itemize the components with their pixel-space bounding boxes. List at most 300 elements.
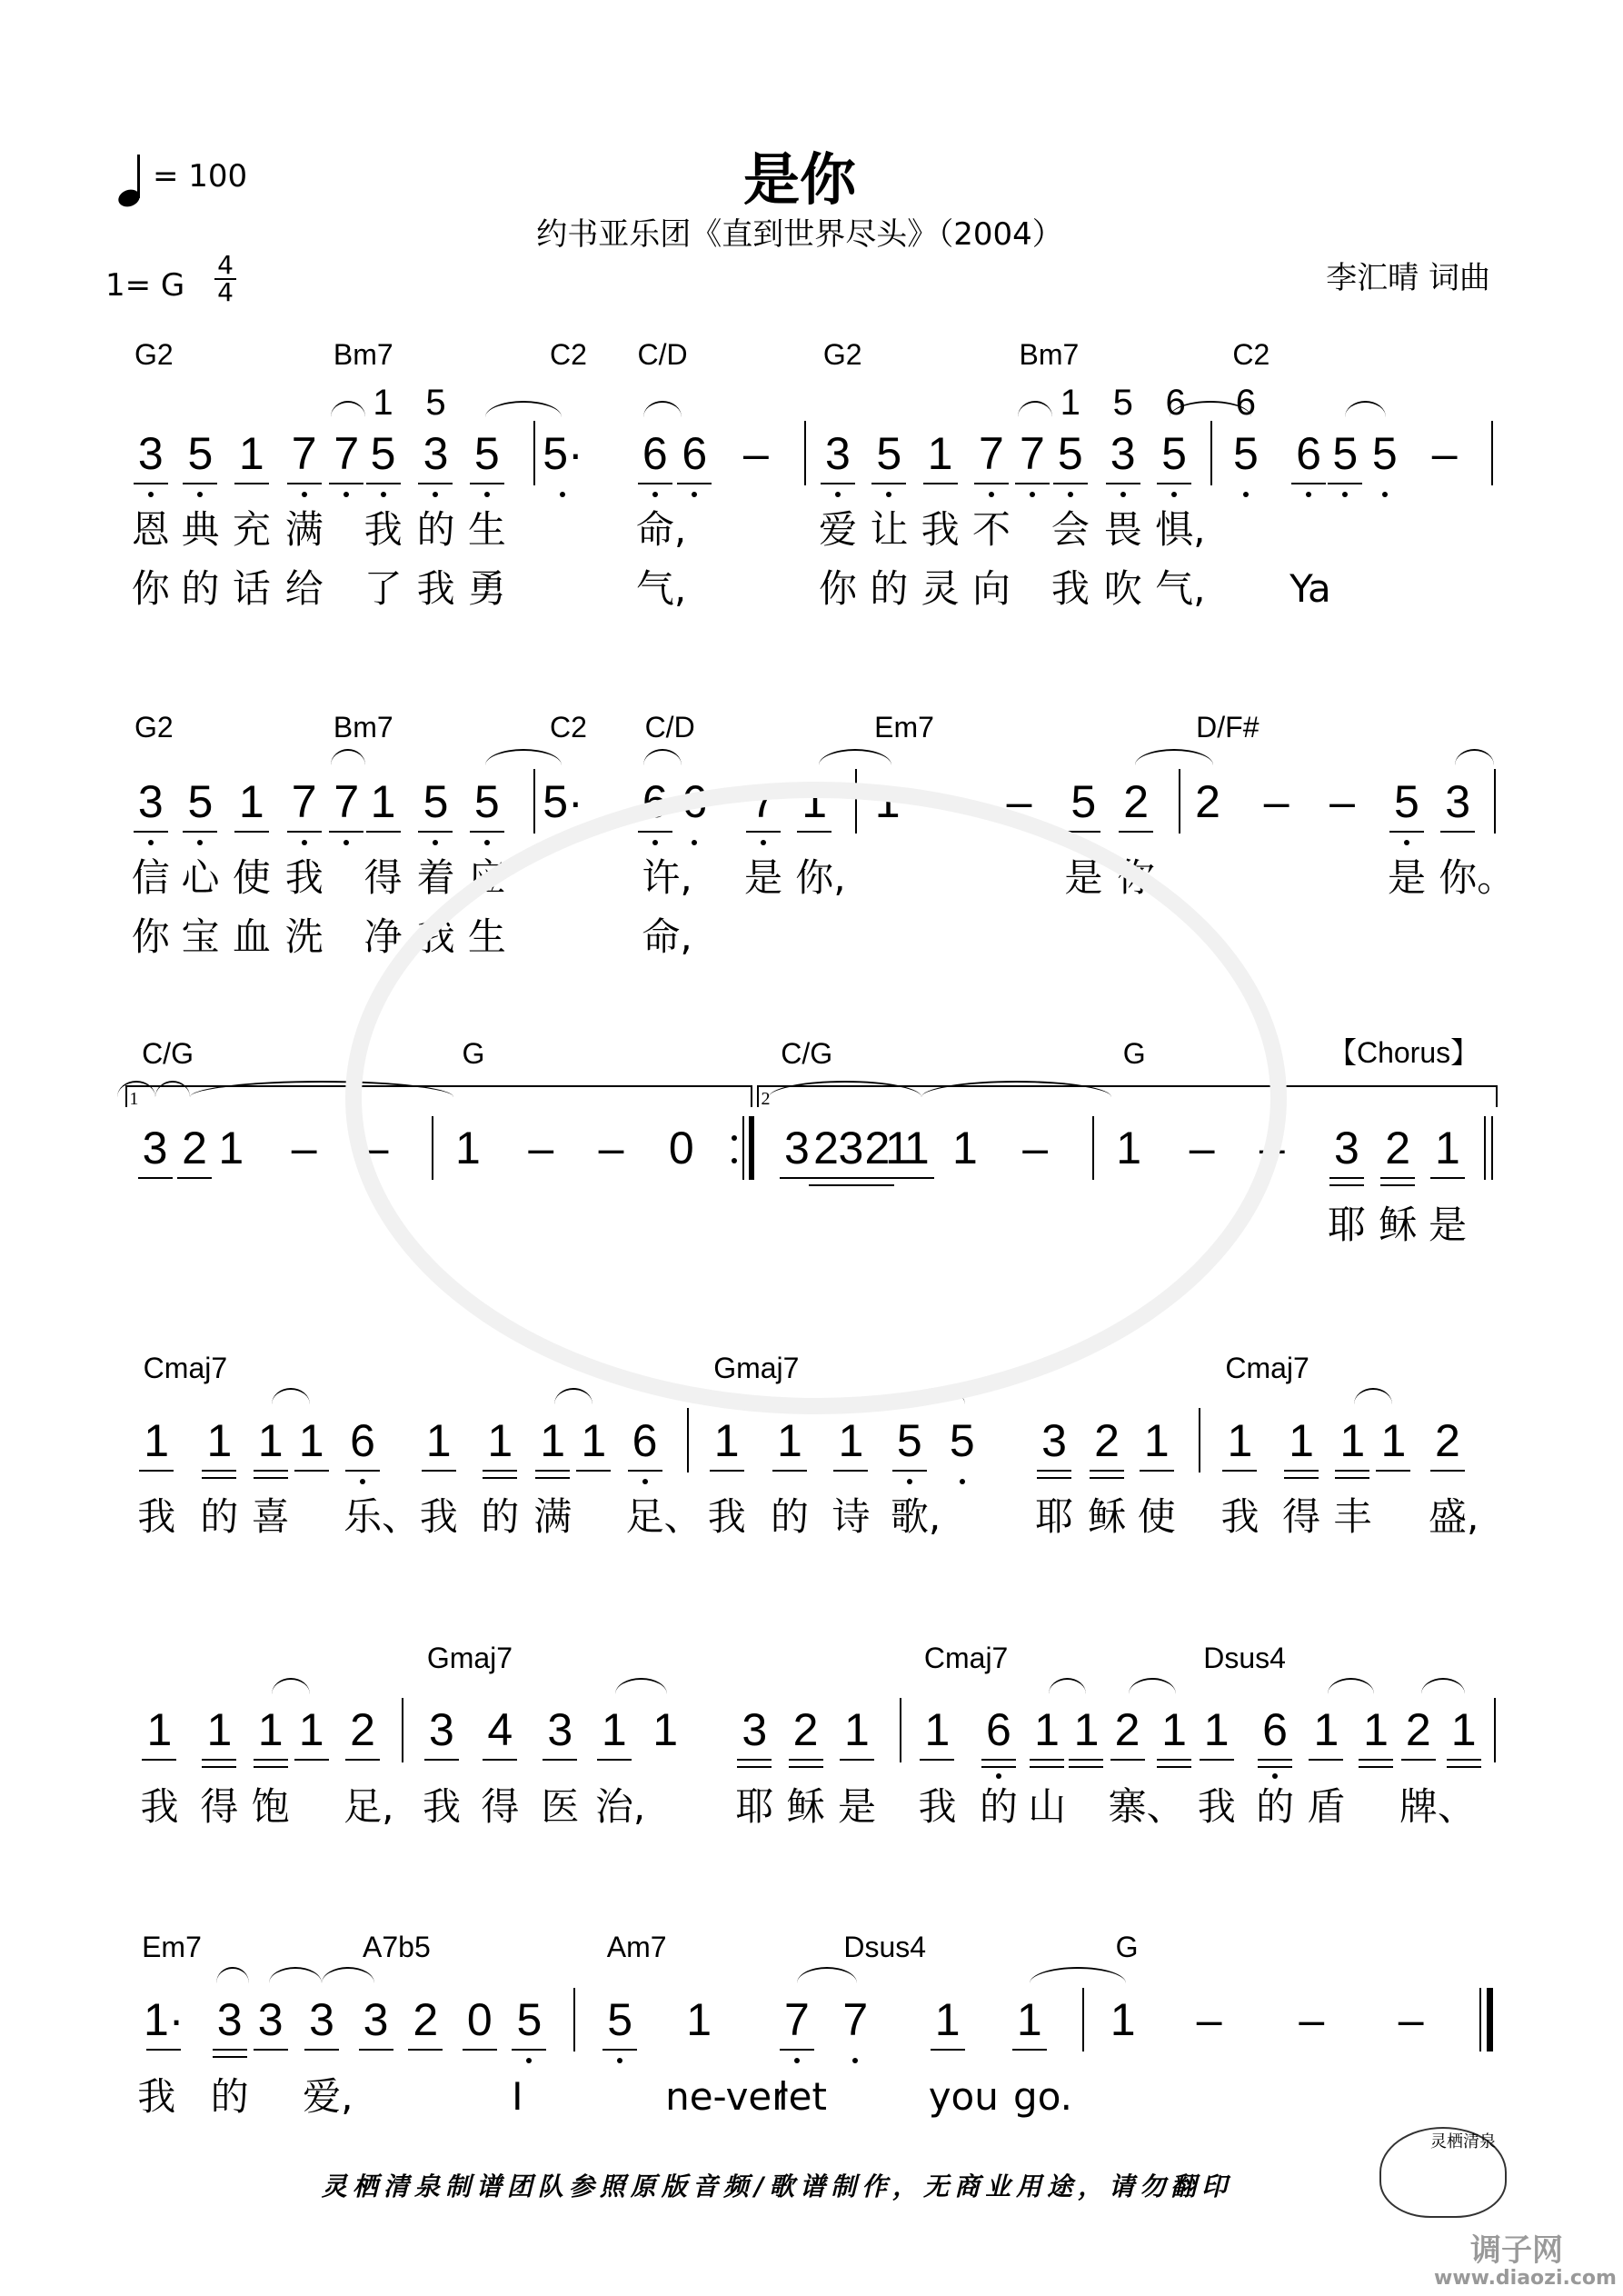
note-digit: – — [363, 1123, 389, 1174]
bar-line — [1199, 1408, 1200, 1472]
eighth-underline — [628, 1470, 662, 1472]
eighth-underline — [146, 2049, 181, 2051]
low-octave-dot — [1120, 492, 1126, 497]
lyric-syllable: 我 — [137, 2073, 176, 2119]
eighth-underline — [1015, 483, 1050, 484]
eighth-underline — [677, 483, 712, 484]
low-octave-dot — [794, 2058, 800, 2063]
note-digit: 5 — [473, 427, 500, 479]
eighth-underline — [710, 1470, 744, 1472]
lyric-syllable: 的 — [416, 507, 455, 553]
chord-symbol: G — [1122, 1037, 1146, 1071]
note-digit: 6 — [350, 1414, 375, 1466]
eighth-underline — [304, 2049, 339, 2051]
note-digit: 1 — [843, 1704, 870, 1756]
eighth-underline — [1106, 483, 1140, 484]
sixteenth-underline — [254, 1766, 288, 1768]
lyric-syllable: 会 — [1050, 507, 1090, 553]
chord-symbol: C2 — [1232, 338, 1270, 372]
low-octave-dot — [989, 492, 994, 497]
harmony-digit: 6 — [1235, 383, 1256, 424]
lyric-syllable: 满 — [284, 507, 324, 553]
chord-symbol: C2 — [549, 711, 587, 744]
eighth-underline — [463, 2049, 497, 2051]
note-digit: – — [1329, 775, 1355, 827]
low-octave-dot — [886, 492, 891, 497]
final-bar-thin — [1479, 1988, 1481, 2052]
lyric-syllable: 我 — [137, 1494, 176, 1540]
lyric-syllable: 丰 — [1333, 1494, 1372, 1540]
lyric-syllable: 你, — [1117, 855, 1168, 901]
note-digit: 5 — [1057, 427, 1083, 479]
eighth-underline — [833, 1470, 868, 1472]
eighth-underline — [329, 483, 363, 484]
note-digit: 1 — [713, 1414, 740, 1466]
note-digit: – — [1299, 1994, 1325, 2046]
note-digit: 1 — [146, 1704, 173, 1756]
tie-slur — [643, 749, 682, 765]
note-digit: 3 — [137, 427, 164, 479]
eighth-underline — [1430, 1177, 1465, 1179]
note-digit: – — [528, 1123, 554, 1174]
eighth-underline — [254, 1759, 288, 1761]
note-digit: 2 — [792, 1704, 819, 1756]
lyric-syllable: 生 — [467, 507, 506, 553]
eighth-underline — [737, 1759, 772, 1761]
note-digit: 3 — [838, 1123, 864, 1174]
note-digit: 5 — [1393, 775, 1419, 827]
lyric-syllable: 得 — [363, 855, 403, 901]
eighth-underline — [1012, 2049, 1047, 2051]
chord-symbol: G2 — [134, 711, 174, 744]
lyric-syllable: 洗 — [284, 913, 324, 959]
note-digit: 3 — [783, 1123, 810, 1174]
note-digit: 7 — [334, 775, 360, 827]
chord-symbol: Dsus4 — [1203, 1641, 1286, 1674]
low-octave-dot — [642, 1479, 648, 1484]
note-digit: 1 — [1110, 1994, 1136, 2046]
sixteenth-underline — [981, 1766, 1016, 1768]
bar-line — [1210, 421, 1212, 485]
note-digit: 2 — [813, 1123, 839, 1174]
bar-line — [804, 421, 806, 485]
note-digit: 0 — [466, 1994, 493, 2046]
lyric-syllable: 惧, — [1155, 507, 1206, 553]
note-digit: 2 — [1094, 1414, 1120, 1466]
lyric-syllable: 话 — [232, 565, 271, 611]
sixteenth-underline — [1380, 1184, 1415, 1186]
low-octave-dot — [148, 840, 154, 845]
eighth-underline — [254, 1470, 288, 1472]
lyric-syllable: 不 — [971, 507, 1011, 553]
eighth-underline — [1090, 1470, 1124, 1472]
note-digit: 6 — [642, 427, 668, 479]
eighth-underline — [1222, 1470, 1257, 1472]
tie-slur — [272, 1678, 310, 1694]
lyric-syllable: 满 — [533, 1494, 573, 1540]
song-subtitle: 约书亚乐团《直到世界尽头》（2004） — [536, 216, 1063, 253]
note-digit: – — [1398, 1994, 1424, 2046]
sixteenth-underline — [1037, 1477, 1071, 1479]
tie-slur — [797, 1967, 857, 1983]
tie-slur — [1455, 749, 1494, 765]
sixteenth-underline — [483, 1477, 517, 1479]
note-digit: 3 — [1333, 1123, 1359, 1174]
lyric-syllable: 你 — [819, 565, 858, 611]
low-octave-dot — [433, 492, 438, 497]
lyric-syllable: 灵 — [921, 565, 960, 611]
eighth-underline — [1380, 1177, 1415, 1179]
sixteenth-underline — [535, 1477, 570, 1479]
lyric-syllable: 稣 — [786, 1783, 825, 1829]
eighth-underline — [418, 483, 453, 484]
note-digit: 2 — [1385, 1123, 1411, 1174]
eighth-underline — [1140, 1470, 1174, 1472]
note-digit: 1 — [1435, 1123, 1460, 1174]
note-digit: – — [291, 1123, 317, 1174]
chord-symbol: A7b5 — [363, 1931, 431, 1964]
eighth-underline — [1447, 1759, 1481, 1761]
note-digit: 5 — [1332, 427, 1359, 479]
lyric-syllable: 你 — [131, 913, 170, 959]
site-url[interactable]: www.diaozi.com — [1434, 2267, 1617, 2290]
note-digit: – — [937, 775, 963, 827]
lyric-syllable: 得 — [1282, 1494, 1321, 1540]
eighth-underline — [418, 831, 453, 833]
tie-slur — [1129, 1678, 1175, 1694]
lyric-syllable: 许, — [642, 855, 692, 901]
low-octave-dot — [692, 492, 697, 497]
note-digit: 6 — [632, 1414, 658, 1466]
eighth-underline — [1030, 1759, 1064, 1761]
lyric-syllable: 的 — [181, 565, 220, 611]
chord-symbol: C2 — [549, 338, 587, 372]
volta-number: 1 — [129, 1088, 139, 1109]
chord-symbol: Gmaj7 — [713, 1352, 800, 1385]
eighth-underline — [470, 483, 504, 484]
eighth-underline — [470, 831, 504, 833]
chord-symbol: G2 — [822, 338, 862, 372]
tie-slur — [485, 749, 562, 765]
note-digit: 7 — [291, 775, 317, 827]
note-digit: 1 — [927, 427, 953, 479]
chord-symbol: Dsus4 — [843, 1931, 927, 1964]
eighth-underline — [1309, 1759, 1343, 1761]
eighth-underline — [139, 1470, 174, 1472]
note-digit: 3 — [216, 1994, 243, 2046]
eighth-underline — [1157, 1759, 1191, 1761]
lyric-syllable: 是 — [1428, 1202, 1467, 1247]
note-digit: 1 — [1073, 1704, 1100, 1756]
low-octave-dot — [1342, 492, 1348, 497]
note-digit: 1 — [1339, 1414, 1366, 1466]
low-octave-dot — [148, 492, 154, 497]
tie-slur — [1018, 401, 1053, 417]
note-digit: 1 — [885, 1123, 911, 1174]
site-name[interactable]: 调子网 — [1470, 2232, 1563, 2269]
bar-line — [402, 1698, 403, 1762]
tie-slur — [1135, 749, 1214, 765]
eighth-underline — [329, 831, 363, 833]
eighth-underline — [931, 2049, 965, 2051]
note-digit: 3 — [1445, 775, 1471, 827]
lyric-syllable: 恩 — [131, 507, 170, 553]
lyric-syllable: 我 — [1197, 1783, 1236, 1829]
double-bar — [1484, 1116, 1486, 1181]
tie-slur — [819, 749, 891, 765]
chord-symbol: G2 — [134, 338, 174, 372]
eighth-underline — [597, 1759, 632, 1761]
lyric-syllable: let — [777, 2073, 827, 2119]
sixteenth-underline — [789, 1766, 823, 1768]
bar-line — [1082, 1988, 1084, 2052]
note-digit: – — [1259, 1123, 1285, 1174]
logo-text: 灵栖清泉 — [1430, 2132, 1496, 2151]
lyric-syllable: 我 — [921, 507, 960, 553]
eighth-underline — [183, 483, 217, 484]
note-digit: 5 — [187, 427, 214, 479]
lyric-syllable: 应 — [467, 855, 506, 901]
note-digit: 5 — [1070, 775, 1097, 827]
chord-symbol: D/F# — [1196, 711, 1260, 744]
note-digit: 6 — [1296, 427, 1321, 479]
sixteenth-underline — [213, 2056, 247, 2058]
eighth-underline — [138, 1177, 173, 1179]
lyric-syllable: 我 — [284, 855, 324, 901]
lyric-syllable: 我 — [918, 1783, 957, 1829]
note-digit: 1 — [1363, 1704, 1389, 1756]
note-digit: 3 — [309, 1994, 334, 2046]
tie-slur — [1354, 1388, 1392, 1404]
eighth-underline — [602, 2049, 637, 2051]
note-digit: 5· — [543, 775, 583, 827]
note-digit: 1 — [1313, 1704, 1339, 1756]
low-octave-dot — [1306, 492, 1311, 497]
chord-symbol: Em7 — [142, 1931, 202, 1964]
note-digit: 1 — [487, 1414, 513, 1466]
lyric-syllable: 的 — [210, 2073, 249, 2119]
eighth-underline — [483, 1470, 517, 1472]
lyric-syllable: 山 — [1028, 1783, 1067, 1829]
lyric-syllable: 命, — [635, 507, 687, 553]
eighth-underline — [1200, 1759, 1234, 1761]
eighth-underline — [1329, 1177, 1364, 1179]
eighth-underline — [234, 831, 269, 833]
eighth-underline — [134, 483, 168, 484]
lyric-syllable: ne-ver — [665, 2073, 788, 2119]
eighth-underline — [1401, 1759, 1436, 1761]
low-octave-dot — [652, 492, 658, 497]
note-digit: 5 — [607, 1994, 633, 2046]
lyric-syllable: 我 — [140, 1783, 179, 1829]
note-digit: 1 — [238, 775, 264, 827]
lyric-syllable: 你 — [131, 565, 170, 611]
lyric-syllable: 的 — [1256, 1783, 1295, 1829]
eighth-underline — [183, 831, 217, 833]
eighth-underline — [345, 1470, 380, 1472]
note-digit: 1 — [838, 1414, 864, 1466]
low-octave-dot — [1243, 492, 1249, 497]
note-digit: – — [1006, 775, 1032, 827]
lyric-syllable: 典 — [181, 507, 220, 553]
lyric-syllable: 盛, — [1428, 1494, 1479, 1540]
eighth-underline — [1119, 831, 1153, 833]
note-digit: 1 — [257, 1704, 284, 1756]
lyric-syllable: 牌、 — [1399, 1783, 1476, 1829]
note-digit: 1 — [238, 427, 264, 479]
note-digit: 1 — [1380, 1414, 1407, 1466]
bar-line — [573, 1988, 575, 2052]
low-octave-dot — [1030, 492, 1035, 497]
note-digit: 1 — [1034, 1704, 1060, 1756]
note-digit: 1 — [540, 1414, 566, 1466]
eighth-underline — [1053, 483, 1088, 484]
low-octave-dot — [484, 840, 490, 845]
note-digit: – — [598, 1123, 624, 1174]
note-digit: 7 — [291, 427, 317, 479]
note-digit: – — [1263, 775, 1289, 827]
eighth-underline — [134, 831, 168, 833]
note-digit: 5 — [1232, 427, 1259, 479]
sixteenth-underline — [1030, 1766, 1064, 1768]
lyric-syllable: 充 — [232, 507, 271, 553]
note-digit: 1 — [454, 1123, 481, 1174]
lyric-syllable: Ya — [1289, 565, 1331, 611]
eighth-underline — [1335, 1470, 1369, 1472]
sixteenth-underline — [737, 1766, 772, 1768]
note-digit: 2 — [182, 1123, 207, 1174]
chord-symbol: Em7 — [874, 711, 934, 744]
time-signature — [214, 250, 236, 307]
lyric-syllable: 吹 — [1103, 565, 1142, 611]
bar-line — [533, 421, 535, 485]
chord-symbol: C/G — [781, 1037, 833, 1071]
low-octave-dot — [360, 1479, 365, 1484]
sixteenth-underline — [1335, 1477, 1369, 1479]
lyric-syllable: 得 — [200, 1783, 239, 1829]
harmony-digit: 6 — [1165, 383, 1186, 424]
eighth-underline — [254, 2049, 288, 2051]
eighth-underline — [821, 483, 855, 484]
note-digit: – — [1431, 427, 1458, 479]
note-digit: 3 — [363, 1994, 389, 2046]
tie-slur — [1049, 1678, 1087, 1694]
note-digit: 2 — [1123, 775, 1150, 827]
tie-slur — [615, 1678, 666, 1694]
lyric-syllable: 让 — [870, 507, 909, 553]
lyric-syllable: 我 — [423, 1783, 462, 1829]
eighth-underline — [142, 1759, 176, 1761]
lyric-syllable: 我 — [1050, 565, 1090, 611]
note-digit: 3 — [1110, 427, 1136, 479]
eighth-underline — [345, 1759, 380, 1761]
note-digit: 3 — [742, 1704, 768, 1756]
lyric-syllable: you — [928, 2073, 999, 2119]
note-digit: 5 — [876, 427, 902, 479]
low-octave-dot — [484, 492, 490, 497]
eighth-underline — [424, 1759, 459, 1761]
lyric-syllable: 的 — [770, 1494, 809, 1540]
note-digit: 7 — [1020, 427, 1045, 479]
eighth-underline — [981, 1759, 1016, 1761]
sixteenth-underline — [202, 1477, 236, 1479]
tie-slur — [269, 1967, 322, 1983]
note-digit: 5 — [1161, 427, 1187, 479]
chord-symbol: G — [462, 1037, 485, 1071]
lyric-syllable: 饱 — [251, 1783, 290, 1829]
lyric-syllable: 命, — [642, 913, 692, 959]
sixteenth-underline — [202, 1766, 236, 1768]
eighth-underline — [576, 1470, 611, 1472]
sixteenth-underline — [1447, 1766, 1481, 1768]
composer-credit: 李汇晴 词曲 — [1326, 260, 1490, 296]
bar-line — [533, 769, 535, 834]
tie-slur — [1421, 1678, 1465, 1694]
harmony-digit: 5 — [1112, 383, 1133, 424]
chord-symbol: C/D — [644, 711, 695, 744]
eighth-underline — [780, 2049, 814, 2051]
lyric-syllable: 足、 — [625, 1494, 702, 1540]
note-digit: 7 — [783, 1994, 810, 2046]
lyric-syllable: go. — [1013, 2073, 1072, 2119]
lyric-syllable: 你, — [795, 855, 846, 901]
lyric-syllable: 宝 — [181, 913, 220, 959]
note-digit: 3 — [547, 1704, 573, 1756]
tie-slur — [1345, 401, 1386, 417]
chord-symbol: Cmaj7 — [923, 1641, 1009, 1674]
lyric-syllable: 足, — [344, 1783, 394, 1829]
tie-slur — [331, 401, 366, 417]
note-digit: 2 — [864, 1123, 891, 1174]
lyric-syllable: 气, — [1155, 565, 1206, 611]
low-octave-dot — [852, 2058, 858, 2063]
eighth-underline — [1110, 1759, 1145, 1761]
lyric-syllable: 是 — [1064, 855, 1103, 901]
chord-symbol: C/D — [637, 338, 688, 372]
eighth-underline — [840, 1759, 874, 1761]
lyric-syllable: 的 — [200, 1494, 239, 1540]
note-digit: 1 — [874, 775, 901, 827]
chord-symbol: Bm7 — [333, 338, 393, 372]
low-octave-dot — [1272, 1773, 1278, 1779]
note-digit: 1 — [802, 775, 828, 827]
bar-line — [900, 1698, 901, 1762]
eighth-underline — [1430, 1470, 1465, 1472]
logo — [1379, 2127, 1507, 2218]
eighth-underline — [1389, 831, 1424, 833]
note-digit: 3 — [423, 427, 449, 479]
lyric-syllable: 爱, — [303, 2073, 353, 2119]
note-digit: 6 — [1262, 1704, 1288, 1756]
eighth-underline — [359, 2049, 393, 2051]
tie-slur — [643, 401, 682, 417]
note-digit: 1 — [298, 1414, 324, 1466]
lyric-syllable: 歌, — [890, 1494, 941, 1540]
eighth-underline — [294, 1759, 329, 1761]
note-digit: 2 — [1435, 1414, 1460, 1466]
note-digit: 5 — [1371, 427, 1398, 479]
note-digit: 1 — [370, 775, 396, 827]
song-title: 是你 — [742, 146, 856, 213]
eighth-underline — [543, 1759, 577, 1761]
lyric-syllable: 了 — [363, 565, 403, 611]
low-octave-dot — [1171, 492, 1177, 497]
eighth-underline — [366, 831, 401, 833]
lyric-syllable: 生 — [467, 913, 506, 959]
low-octave-dot — [526, 2058, 532, 2063]
note-digit: 1 — [903, 1123, 930, 1174]
lyric-syllable: 勇 — [467, 565, 506, 611]
